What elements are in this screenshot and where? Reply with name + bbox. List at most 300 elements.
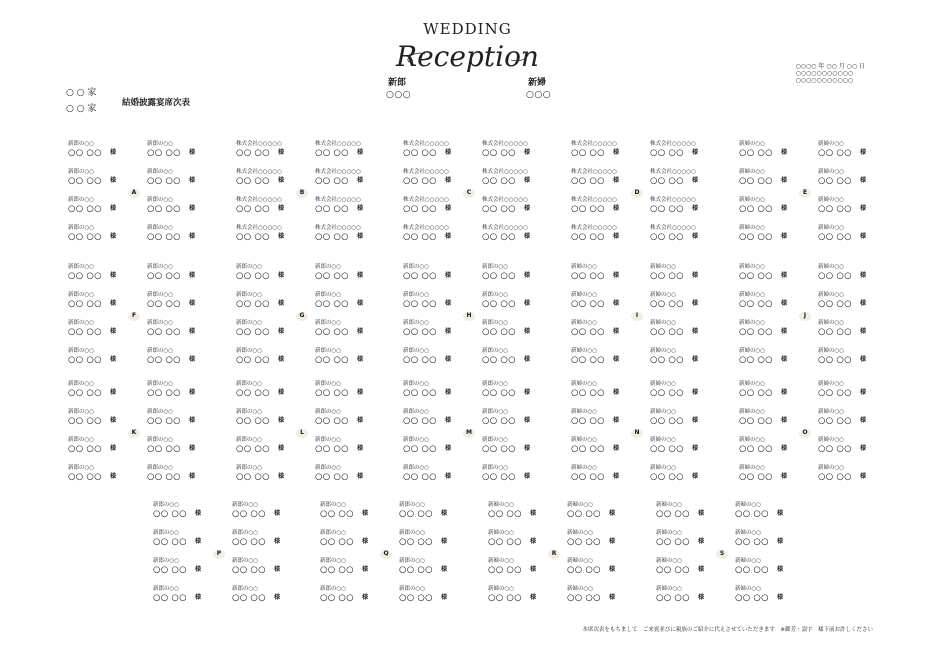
seat-card: [650, 169, 714, 187]
seat-guest-name: ○○ ○○: [403, 204, 437, 214]
seat-guest-name: ○○ ○○: [735, 565, 769, 575]
seat-card: [571, 264, 635, 282]
seat-guest-title: 新郎の○○: [153, 502, 180, 508]
seat-guest-title: 新婦の○○: [818, 169, 845, 175]
seat-honorific: 様: [278, 389, 285, 396]
seat-honorific: 様: [357, 272, 364, 279]
seat-guest-title: 新郎の○○: [68, 465, 95, 471]
seat-guest-name: ○○ ○○: [399, 509, 433, 519]
seat-honorific: 様: [445, 177, 452, 184]
seat-guest-name: ○○ ○○: [571, 204, 605, 214]
seat-guest-name: ○○ ○○: [236, 176, 270, 186]
seat-guest-title: 新婦の○○: [571, 320, 598, 326]
seat-card: [236, 225, 300, 243]
seat-card: [739, 169, 803, 187]
seat-guest-name: ○○ ○○: [818, 472, 852, 482]
seat-guest-title: 新婦の○○: [571, 381, 598, 387]
seat-guest-title: 新郎の○○: [68, 348, 95, 354]
date-block: [796, 63, 865, 84]
seat-guest-title: 新婦の○○: [818, 292, 845, 298]
seat-card: [315, 292, 379, 310]
seat-guest-name: ○○ ○○: [571, 444, 605, 454]
seat-honorific: 様: [189, 177, 196, 184]
seat-honorific: 様: [189, 300, 196, 307]
seat-honorific: 様: [860, 205, 867, 212]
seat-guest-name: ○○ ○○: [735, 593, 769, 603]
seat-card: [68, 348, 132, 366]
seat-guest-name: ○○ ○○: [403, 472, 437, 482]
seat-card: [488, 558, 552, 576]
seat-guest-title: 新郎の○○: [153, 530, 180, 536]
seat-guest-name: ○○ ○○: [236, 299, 270, 309]
seat-honorific: 様: [781, 300, 788, 307]
seat-honorific: 様: [274, 594, 281, 601]
table-label: I: [630, 311, 644, 321]
seat-guest-title: 新婦の○○: [735, 530, 762, 536]
seat-guest-title: 新郎の○○: [403, 292, 430, 298]
seat-guest-title: 新郎の○○: [399, 530, 426, 536]
seat-card: [403, 437, 467, 455]
seat-honorific: 様: [524, 445, 531, 452]
seat-guest-name: ○○ ○○: [571, 472, 605, 482]
seat-honorific: 様: [110, 233, 117, 240]
seat-guest-title: 新婦の○○: [656, 530, 683, 536]
seat-guest-title: 新婦の○○: [735, 586, 762, 592]
date-line: ○○○○ 年 ○○ 月 ○○ 日: [795, 63, 865, 70]
seat-guest-title: 新郎の○○: [68, 141, 95, 147]
seat-guest-title: 新婦の○○: [818, 197, 845, 203]
seat-guest-name: ○○ ○○: [482, 271, 516, 281]
seat-honorific: 様: [441, 510, 448, 517]
seat-guest-name: ○○ ○○: [153, 565, 187, 575]
seat-card: [482, 141, 546, 159]
seat-honorific: 様: [524, 300, 531, 307]
seat-guest-title: 新婦の○○: [650, 320, 677, 326]
seat-card: [482, 320, 546, 338]
seat-card: [403, 409, 467, 427]
table-label: M: [462, 428, 476, 438]
seat-card: [818, 381, 882, 399]
seat-card: [147, 197, 211, 215]
seat-guest-title: 新郎の○○: [147, 197, 174, 203]
seat-guest-title: 新郎の○○: [482, 292, 509, 298]
seat-guest-title: 株式会社○○○○○: [236, 197, 282, 203]
seat-guest-title: 新婦の○○: [739, 409, 766, 415]
seat-guest-title: 株式会社○○○○○: [403, 141, 449, 147]
seat-guest-title: 新郎の○○: [399, 586, 426, 592]
seat-guest-title: 新郎の○○: [315, 381, 342, 387]
seat-honorific: 様: [777, 538, 784, 545]
seat-guest-name: ○○ ○○: [68, 204, 102, 214]
seat-guest-name: ○○ ○○: [818, 271, 852, 281]
seat-guest-name: ○○ ○○: [739, 232, 773, 242]
seat-honorific: 様: [524, 389, 531, 396]
seat-card: [68, 437, 132, 455]
seat-honorific: 様: [357, 177, 364, 184]
seat-guest-name: ○○ ○○: [818, 204, 852, 214]
seat-guest-name: ○○ ○○: [818, 299, 852, 309]
seat-honorific: 様: [777, 594, 784, 601]
seat-card: [147, 292, 211, 310]
reception-script-heading: Reception: [396, 40, 539, 73]
seat-guest-name: ○○ ○○: [656, 565, 690, 575]
seat-guest-title: 新郎の○○: [403, 465, 430, 471]
seat-honorific: 様: [362, 566, 369, 573]
seat-card: [403, 169, 467, 187]
seat-guest-title: 新婦の○○: [656, 586, 683, 592]
seat-honorific: 様: [274, 566, 281, 573]
seat-guest-title: 株式会社○○○○○: [315, 169, 361, 175]
seat-card: [236, 348, 300, 366]
seat-guest-title: 新郎の○○: [147, 437, 174, 443]
seating-list-title: 結婚披露宴席次表: [122, 98, 191, 108]
seat-honorific: 様: [110, 445, 117, 452]
seat-guest-title: 株式会社○○○○○: [571, 169, 617, 175]
seat-guest-title: 新郎の○○: [153, 558, 180, 564]
seat-guest-name: ○○ ○○: [650, 327, 684, 337]
seat-honorific: 様: [110, 300, 117, 307]
seat-card: [739, 197, 803, 215]
seat-guest-name: ○○ ○○: [68, 416, 102, 426]
seat-card: [488, 530, 552, 548]
seat-guest-title: 新郎の○○: [68, 381, 95, 387]
seat-guest-title: 新婦の○○: [818, 264, 845, 270]
seat-guest-title: 新婦の○○: [818, 409, 845, 415]
seat-guest-title: 新郎の○○: [236, 437, 263, 443]
seat-guest-title: 新郎の○○: [147, 381, 174, 387]
seat-honorific: 様: [613, 205, 620, 212]
seat-guest-title: 新婦の○○: [650, 381, 677, 387]
seat-card: [236, 141, 300, 159]
seat-guest-name: ○○ ○○: [236, 388, 270, 398]
seat-guest-name: ○○ ○○: [735, 509, 769, 519]
seat-guest-title: 新郎の○○: [236, 320, 263, 326]
seat-card: [68, 409, 132, 427]
seat-guest-title: 新郎の○○: [232, 558, 259, 564]
seat-guest-title: 株式会社○○○○○: [571, 141, 617, 147]
seat-guest-title: 新郎の○○: [232, 586, 259, 592]
seat-guest-title: 新婦の○○: [818, 348, 845, 354]
seat-card: [739, 409, 803, 427]
seat-card: [739, 381, 803, 399]
seat-guest-title: 新郎の○○: [403, 381, 430, 387]
seat-guest-title: 新婦の○○: [818, 437, 845, 443]
seat-guest-name: ○○ ○○: [68, 355, 102, 365]
seat-honorific: 様: [860, 356, 867, 363]
seat-card: [315, 225, 379, 243]
seat-honorific: 様: [781, 473, 788, 480]
seat-card: [650, 292, 714, 310]
seat-honorific: 様: [357, 356, 364, 363]
seat-card: [147, 225, 211, 243]
seat-honorific: 様: [613, 300, 620, 307]
seat-card: [68, 169, 132, 187]
table-label: P: [212, 549, 226, 559]
seat-guest-title: 新郎の○○: [68, 437, 95, 443]
seat-honorific: 様: [195, 538, 202, 545]
seat-card: [571, 141, 635, 159]
seat-honorific: 様: [524, 177, 531, 184]
seat-guest-name: ○○ ○○: [403, 176, 437, 186]
seat-card: [68, 264, 132, 282]
seat-card: [650, 320, 714, 338]
seat-guest-title: 新郎の○○: [320, 530, 347, 536]
seat-guest-name: ○○ ○○: [571, 355, 605, 365]
seat-guest-name: ○○ ○○: [656, 509, 690, 519]
seat-honorific: 様: [278, 272, 285, 279]
seat-guest-name: ○○ ○○: [147, 271, 181, 281]
seat-guest-title: 新郎の○○: [403, 409, 430, 415]
seat-guest-name: ○○ ○○: [320, 593, 354, 603]
seat-guest-name: ○○ ○○: [650, 416, 684, 426]
seat-guest-name: ○○ ○○: [403, 271, 437, 281]
seat-guest-title: 新郎の○○: [232, 502, 259, 508]
seat-card: [315, 197, 379, 215]
table-label: S: [715, 549, 729, 559]
seat-card: [147, 409, 211, 427]
seat-card: [818, 225, 882, 243]
flourish-right-icon: [510, 50, 532, 64]
seat-card: [399, 530, 463, 548]
seat-guest-title: 新婦の○○: [818, 141, 845, 147]
family-name-1: ○ ○ 家: [66, 88, 97, 98]
seat-guest-title: 新郎の○○: [403, 264, 430, 270]
seat-guest-name: ○○ ○○: [403, 327, 437, 337]
seat-guest-name: ○○ ○○: [650, 355, 684, 365]
seat-honorific: 様: [781, 233, 788, 240]
seat-honorific: 様: [362, 594, 369, 601]
seat-card: [739, 348, 803, 366]
seat-guest-name: ○○ ○○: [739, 204, 773, 214]
seat-guest-name: ○○ ○○: [236, 472, 270, 482]
seat-guest-title: 新郎の○○: [68, 292, 95, 298]
seat-guest-name: ○○ ○○: [818, 232, 852, 242]
seat-guest-title: 新婦の○○: [567, 530, 594, 536]
seat-guest-name: ○○ ○○: [147, 355, 181, 365]
seat-guest-name: ○○ ○○: [739, 388, 773, 398]
seat-guest-name: ○○ ○○: [482, 416, 516, 426]
seat-card: [315, 264, 379, 282]
seat-guest-name: ○○ ○○: [403, 148, 437, 158]
seat-honorific: 様: [441, 566, 448, 573]
seat-honorific: 様: [698, 538, 705, 545]
seat-card: [571, 197, 635, 215]
seat-guest-name: ○○ ○○: [571, 232, 605, 242]
seat-honorific: 様: [189, 417, 196, 424]
seat-guest-name: ○○ ○○: [68, 232, 102, 242]
seat-card: [236, 320, 300, 338]
seat-honorific: 様: [357, 205, 364, 212]
seat-honorific: 様: [189, 356, 196, 363]
seat-card: [315, 169, 379, 187]
seat-honorific: 様: [613, 233, 620, 240]
seat-honorific: 様: [278, 177, 285, 184]
seat-guest-title: 新婦の○○: [739, 141, 766, 147]
seat-guest-name: ○○ ○○: [739, 444, 773, 454]
seat-guest-name: ○○ ○○: [571, 388, 605, 398]
seat-guest-title: 株式会社○○○○○: [650, 141, 696, 147]
seat-guest-title: 株式会社○○○○○: [650, 197, 696, 203]
seat-guest-title: 新郎の○○: [236, 381, 263, 387]
seat-guest-name: ○○ ○○: [147, 388, 181, 398]
seat-card: [818, 348, 882, 366]
seat-guest-name: ○○ ○○: [482, 472, 516, 482]
seat-honorific: 様: [613, 417, 620, 424]
seat-guest-name: ○○ ○○: [236, 232, 270, 242]
seat-honorific: 様: [278, 417, 285, 424]
seat-card: [153, 530, 217, 548]
seat-guest-name: ○○ ○○: [656, 537, 690, 547]
seat-card: [320, 502, 384, 520]
seat-card: [571, 465, 635, 483]
seat-card: [403, 225, 467, 243]
seat-guest-title: 新郎の○○: [482, 465, 509, 471]
date-extra-2: ○○○○○○○○○○○: [795, 77, 854, 84]
seat-honorific: 様: [524, 233, 531, 240]
seat-card: [488, 502, 552, 520]
table-label: B: [295, 188, 309, 198]
seat-card: [153, 558, 217, 576]
seat-guest-title: 株式会社○○○○○: [403, 169, 449, 175]
seat-card: [571, 225, 635, 243]
seat-guest-name: ○○ ○○: [818, 416, 852, 426]
seat-guest-title: 新郎の○○: [147, 348, 174, 354]
seat-guest-name: ○○ ○○: [567, 509, 601, 519]
seat-card: [147, 465, 211, 483]
seat-guest-title: 新婦の○○: [735, 502, 762, 508]
seat-honorific: 様: [195, 594, 202, 601]
seat-honorific: 様: [530, 566, 537, 573]
seat-guest-title: 新郎の○○: [68, 197, 95, 203]
table-label: G: [295, 311, 309, 321]
seat-guest-title: 新婦の○○: [650, 437, 677, 443]
seat-card: [818, 320, 882, 338]
seat-guest-title: 新婦の○○: [656, 558, 683, 564]
seat-guest-title: 新郎の○○: [68, 225, 95, 231]
seat-guest-name: ○○ ○○: [315, 232, 349, 242]
seat-honorific: 様: [278, 356, 285, 363]
seat-honorific: 様: [362, 510, 369, 517]
seat-guest-name: ○○ ○○: [403, 444, 437, 454]
seat-card: [571, 409, 635, 427]
seat-card: [650, 197, 714, 215]
seat-card: [403, 381, 467, 399]
seat-guest-title: 新郎の○○: [320, 502, 347, 508]
table-label: F: [127, 311, 141, 321]
seat-honorific: 様: [445, 205, 452, 212]
seat-honorific: 様: [357, 300, 364, 307]
seat-guest-name: ○○ ○○: [315, 204, 349, 214]
seat-honorific: 様: [445, 149, 452, 156]
seat-honorific: 様: [189, 233, 196, 240]
seat-card: [488, 586, 552, 604]
seat-guest-name: ○○ ○○: [232, 537, 266, 547]
seat-honorific: 様: [781, 356, 788, 363]
seat-guest-name: ○○ ○○: [739, 416, 773, 426]
seat-guest-name: ○○ ○○: [68, 444, 102, 454]
seat-honorific: 様: [110, 205, 117, 212]
seat-guest-title: 株式会社○○○○○: [571, 225, 617, 231]
seat-guest-title: 新婦の○○: [571, 409, 598, 415]
seat-guest-name: ○○ ○○: [236, 204, 270, 214]
seat-guest-name: ○○ ○○: [650, 232, 684, 242]
seat-guest-name: ○○ ○○: [482, 444, 516, 454]
seat-honorific: 様: [110, 389, 117, 396]
seat-honorific: 様: [613, 149, 620, 156]
seat-card: [650, 141, 714, 159]
seat-card: [68, 197, 132, 215]
seat-guest-title: 新郎の○○: [232, 530, 259, 536]
seat-card: [320, 530, 384, 548]
seat-honorific: 様: [860, 233, 867, 240]
seat-guest-title: 新郎の○○: [482, 320, 509, 326]
seat-honorific: 様: [692, 356, 699, 363]
seat-card: [482, 348, 546, 366]
seat-guest-name: ○○ ○○: [571, 176, 605, 186]
seat-honorific: 様: [274, 538, 281, 545]
seat-guest-name: ○○ ○○: [818, 176, 852, 186]
seat-guest-title: 新婦の○○: [739, 465, 766, 471]
seat-guest-name: ○○ ○○: [403, 416, 437, 426]
seat-guest-title: 新郎の○○: [236, 292, 263, 298]
seat-card: [739, 292, 803, 310]
seat-guest-name: ○○ ○○: [68, 327, 102, 337]
seat-card: [315, 348, 379, 366]
seat-card: [315, 381, 379, 399]
seat-honorific: 様: [445, 473, 452, 480]
seat-guest-name: ○○ ○○: [567, 593, 601, 603]
seat-honorific: 様: [777, 510, 784, 517]
seat-card: [236, 169, 300, 187]
seat-card: [818, 197, 882, 215]
seat-guest-name: ○○ ○○: [403, 355, 437, 365]
seat-guest-name: ○○ ○○: [315, 176, 349, 186]
seat-honorific: 様: [692, 233, 699, 240]
seat-card: [68, 141, 132, 159]
seat-card: [482, 465, 546, 483]
seat-card: [403, 348, 467, 366]
seat-guest-name: ○○ ○○: [650, 299, 684, 309]
seat-guest-name: ○○ ○○: [315, 444, 349, 454]
bride-name: ○○○: [526, 90, 552, 100]
seat-card: [315, 409, 379, 427]
seat-card: [68, 381, 132, 399]
seat-guest-name: ○○ ○○: [739, 299, 773, 309]
seat-guest-name: ○○ ○○: [567, 537, 601, 547]
seat-honorific: 様: [441, 538, 448, 545]
seat-guest-name: ○○ ○○: [236, 271, 270, 281]
seat-guest-title: 新郎の○○: [482, 437, 509, 443]
seat-guest-name: ○○ ○○: [739, 148, 773, 158]
seat-card: [403, 141, 467, 159]
seat-guest-title: 新郎の○○: [147, 264, 174, 270]
seat-card: [236, 465, 300, 483]
seat-card: [650, 225, 714, 243]
seat-guest-name: ○○ ○○: [153, 593, 187, 603]
seat-guest-name: ○○ ○○: [482, 176, 516, 186]
seat-guest-name: ○○ ○○: [315, 388, 349, 398]
seat-card: [236, 197, 300, 215]
seat-guest-title: 株式会社○○○○○: [403, 225, 449, 231]
seat-guest-name: ○○ ○○: [147, 232, 181, 242]
seat-honorific: 様: [692, 389, 699, 396]
seat-guest-title: 新婦の○○: [739, 169, 766, 175]
seat-honorific: 様: [860, 149, 867, 156]
seat-card: [739, 141, 803, 159]
seat-card: [482, 381, 546, 399]
seat-guest-title: 新郎の○○: [147, 169, 174, 175]
seat-honorific: 様: [189, 328, 196, 335]
